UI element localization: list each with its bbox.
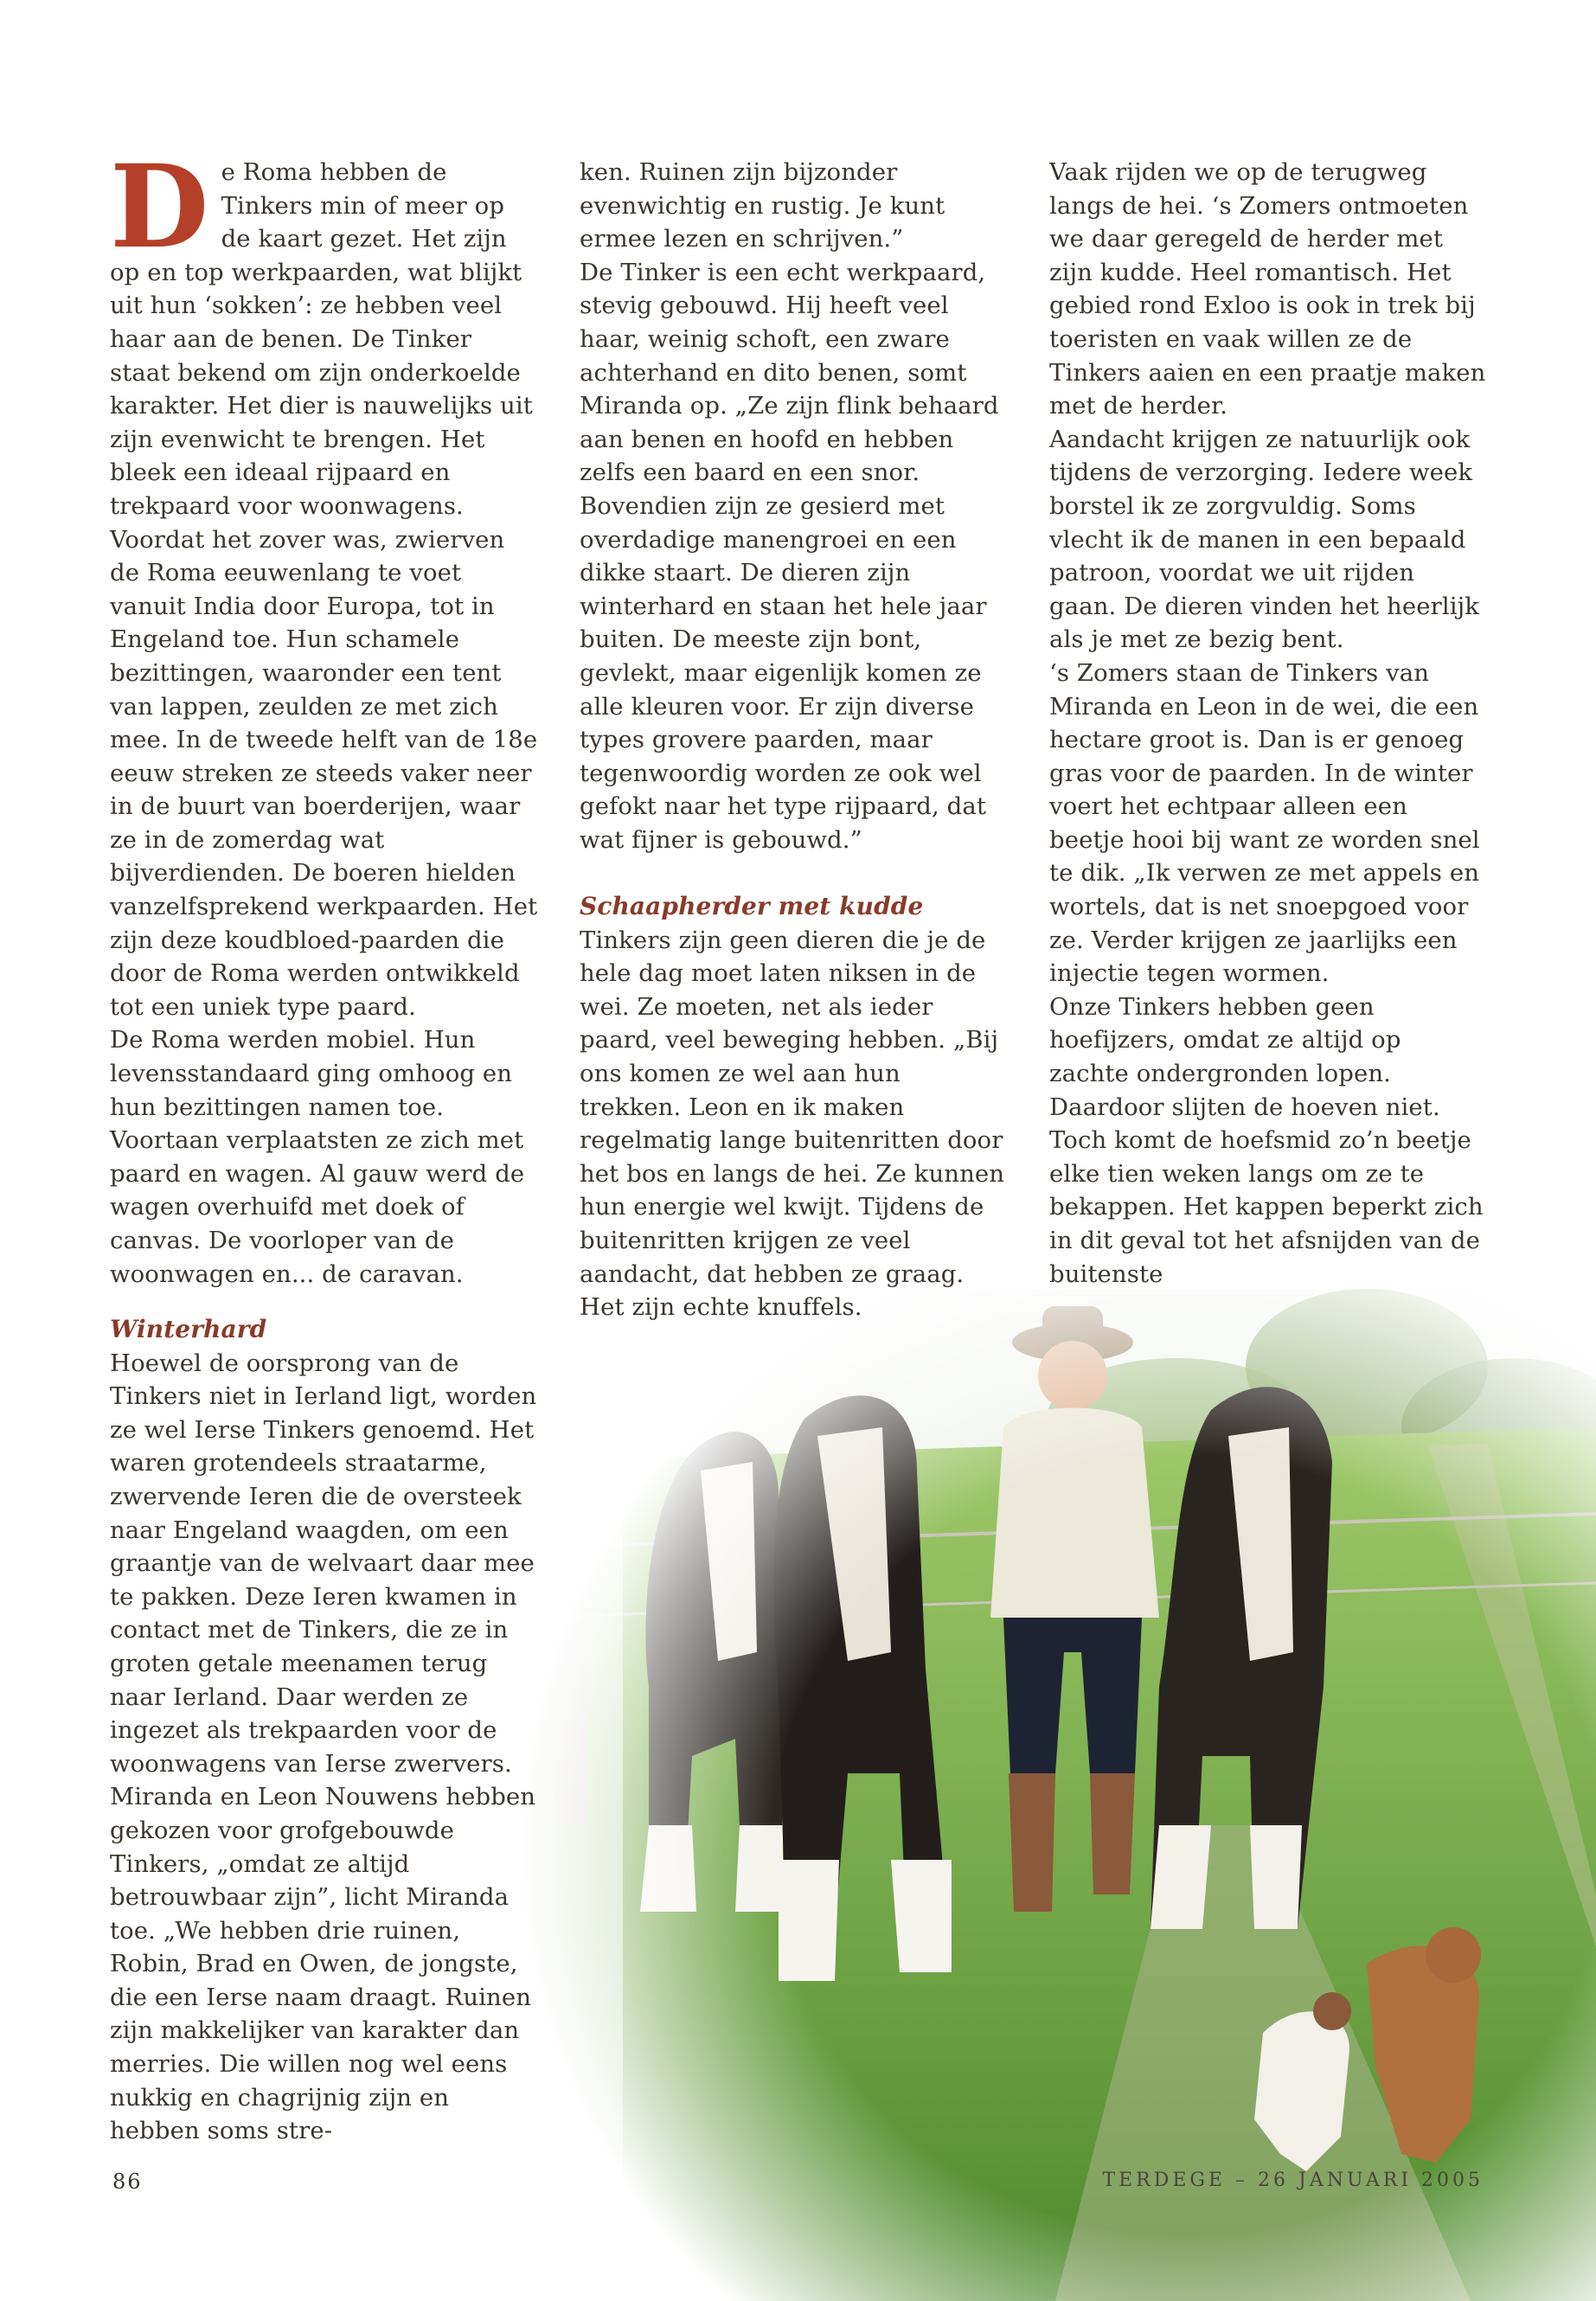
page-number: 86 [112,2170,143,2194]
paragraph: Miranda en Leon Nouwens hebben gekozen voor grofgebouwde Tinkers, „omdat ze altijd betrouwbaar zijn”, licht Miranda toe. „We hebben drie ruinen, Robin, Brad en Owen, de jongste, die een Ierse naam draagt. Ruinen zijn makkelijker van karakter dan merries. Die willen nog wel eens nukkig en chagrijnig zijn en hebben soms stre- [110,1783,536,2145]
paragraph: e Roma hebben de Tinkers min of meer op de kaart gezet. Het zijn op en top werkpaarden, wat blijkt uit hun ‘sokken’: ze hebben veel haar aan de benen. De Tinker staat bekend om zijn onderkoelde karakter. Het dier is nauwelijks uit zijn evenwicht te brengen. Het bleek een ideaal rijpaard en trekpaard voor woonwagens. [110,158,533,520]
paragraph: De Tinker is een echt werkpaard, stevig gebouwd. Hij heeft veel haar, weinig schoft, een zware achterhand en dito benen, somt Miranda op. „Ze zijn flink behaard aan benen en hoofd en hebben zelfs een baard en een snor. Bovendien zijn ze gesierd met overdadige manengroei en een dikke staart. De dieren zijn winterhard en staan het hele jaar buiten. De meeste zijn bont, gevlekt, maar eigenlijk komen ze alle kleuren voor. Er zijn diverse types grovere paarden, maar tegenwoordig worden ze ook wel gefokt naar het type rijpaard, dat wat fijner is gebouwd.” [580,258,999,854]
subhead-schaapherder: Schaapherder met kudde [580,892,924,921]
subhead-winterhard: Winterhard [110,1315,267,1343]
paragraph: Voordat het zover was, zwierven de Roma eeuwenlang te voet vanuit India door Europa, tot in Engeland toe. Hun schamele bezittingen, waaronder een tent van lappen, zeulden ze met zich mee. In de tweede helft van de 18e eeuw streken ze steeds vaker neer in de buurt van boerderijen, waar ze in de zomerdag wat bijverdienden. De boeren hielden vanzelfsprekend werkpaarden. Het zijn deze koudbloed-paarden die door de Roma werden ontwikkeld tot een uniek type paard. [110,525,538,1021]
drop-cap: D [110,140,209,274]
spacer [580,856,1008,890]
photo-illustration [519,1289,1596,2301]
column-2 [580,156,1008,1324]
paragraph: Aandacht krijgen ze natuurlijk ook tijdens de verzorging. Iedere week borstel ik ze zorgvuldig. Soms vlecht ik de manen in een bepaald patroon, voordat we uit rijden gaan. De dieren vinden het heerlijk als je met ze bezig bent. [1049,425,1480,654]
article-photo [519,1289,1596,2301]
magazine-footer: TERDEGE – 26 JANUARI 2005 [1102,2170,1484,2191]
paragraph: Vaak rijden we op de terugweg langs de hei. ‘s Zomers ontmoeten we daar geregeld de herder met zijn kudde. Heel romantisch. Het gebied rond Exloo is ook in trek bij toeristen en vaak willen ze de Tinkers aaien en een praatje maken met de herder. [1049,158,1486,420]
paragraph: ‘s Zomers staan de Tinkers van Miranda en Leon in de wei, die een hectare groot is. Dan is er genoeg gras voor de paarden. In de winter voert het echtpaar alleen een beetje hooi bij want ze worden snel te dik. „Ik verwen ze met appels en wortels, dat is net snoepgoed voor ze. Verder krijgen ze jaarlijks een injectie tegen wormen. [1049,658,1480,988]
column-1-lower [110,1313,538,2148]
paragraph: De Roma werden mobiel. Hun levensstandaard ging omhoog en hun bezittingen namen toe. Voortaan verplaatsten ze zich met paard en wagen. Al gauw werd de wagen overhuifd met doek of canvas. De voorloper van de woonwagen en... de caravan. [110,1026,525,1288]
paragraph: Hoewel de oorsprong van de Tinkers niet in Ierland ligt, worden ze wel Ierse Tinkers genoemd. Het waren grotendeels straatarme, zwervende Ieren die de oversteek naar Engeland waagden, om een graantje van de welvaart daar mee te pakken. Deze Ieren kwamen in contact met de Tinkers, die ze in groten getale meenamen terug naar Ierland. Daar werden ze ingezet als trekpaarden voor de woonwagens van Ierse zwervers. [110,1349,537,1778]
column-3 [1049,156,1486,1291]
column-1 [110,140,538,2145]
column-1-upper [110,140,538,1291]
paragraph: Tinkers zijn geen dieren die je de hele dag moet laten niksen in de wei. Ze moeten, net als ieder paard, veel beweging hebben. „Bij ons komen ze wel aan hun trekken. Leon en ik maken regelmatig lange buitenritten door het bos en langs de hei. Ze kunnen hun energie wel kwijt. Tijdens de buitenritten krijgen ze veel aandacht, dat hebben ze graag. Het zijn echte knuffels. [580,926,1005,1322]
paragraph: ken. Ruinen zijn bijzonder evenwichtig en rustig. Je kunt ermee lezen en schrijven.” [580,158,945,253]
paragraph: Onze Tinkers hebben geen hoefijzers, omdat ze altijd op zachte ondergronden lopen. Daardoor slijten de hoeven niet. Toch komt de hoefsmid zo’n beetje elke tien weken langs om ze te bekappen. Het kappen beperkt zich in dit geval tot het afsnijden van de buitenste [1049,992,1484,1288]
